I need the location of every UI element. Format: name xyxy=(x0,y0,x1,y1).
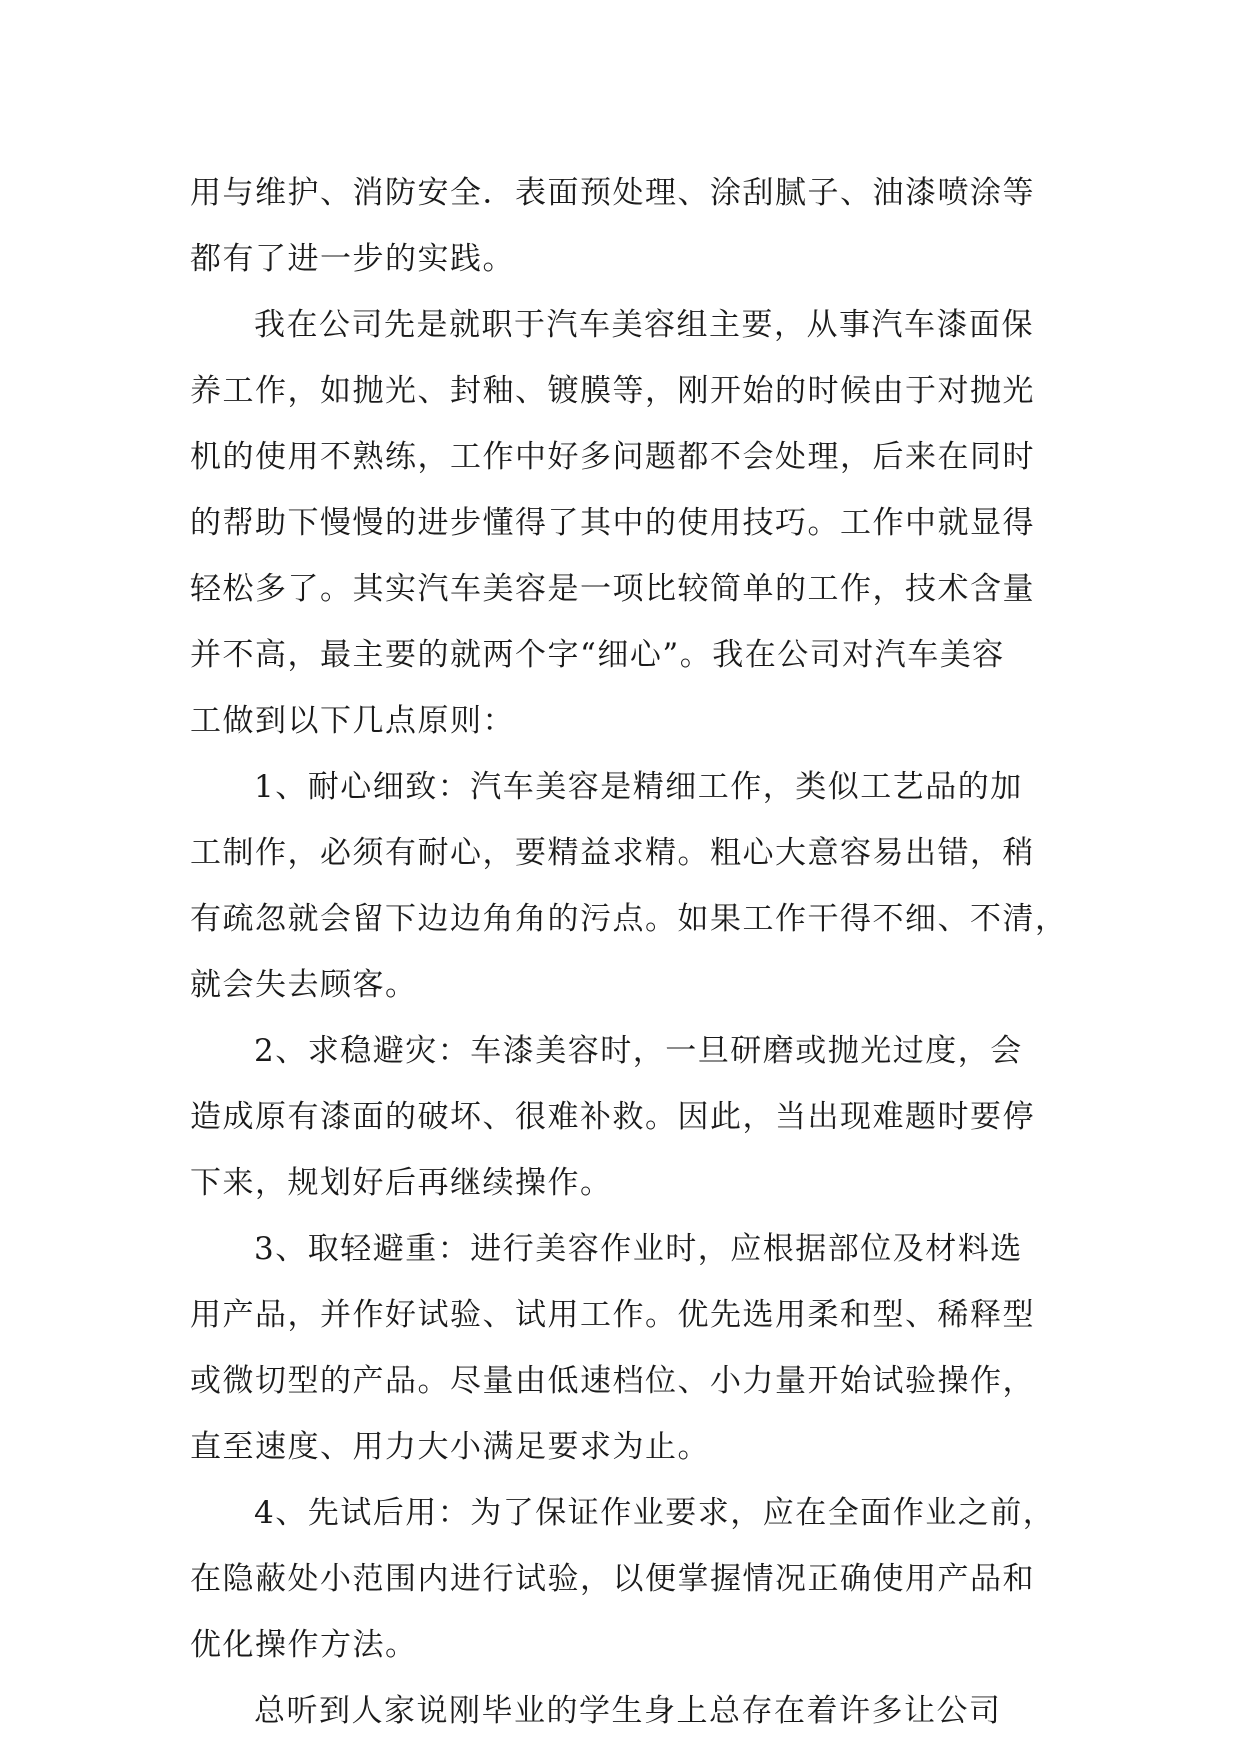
text-line: 总听到人家说刚毕业的学生身上总存在着许多让公司 xyxy=(254,1693,1002,1729)
text-line: 3、取轻避重：进行美容作业时，应根据部位及材料选 xyxy=(254,1231,1023,1267)
paragraph-7 xyxy=(190,1678,1060,1744)
text-line: 机的使用不熟练，工作中好多问题都不会处理，后来在同时 xyxy=(190,439,1035,475)
text-line: 工制作，必须有耐心，要精益求精。粗心大意容易出错，稍 xyxy=(190,835,1035,871)
text-line: 直至速度、用力大小满足要求为止。 xyxy=(190,1429,710,1465)
text-line: 2、求稳避灾：车漆美容时，一旦研磨或抛光过度，会 xyxy=(254,1033,1023,1069)
text-line: 有疏忽就会留下边边角角的污点。如果工作干得不细、不清， xyxy=(190,901,1068,937)
paragraph-5 xyxy=(190,1216,1060,1480)
text-line: 优化操作方法。 xyxy=(190,1627,418,1663)
text-line: 我在公司先是就职于汽车美容组主要，从事汽车漆面保 xyxy=(254,307,1034,343)
text-line: 1、耐心细致：汽车美容是精细工作，类似工艺品的加 xyxy=(254,769,1023,805)
text-line: 或微切型的产品。尽量由低速档位、小力量开始试验操作， xyxy=(190,1363,1035,1399)
text-line: 轻松多了。其实汽车美容是一项比较简单的工作，技术含量 xyxy=(190,571,1035,607)
text-line: 并不高，最主要的就两个字“细心”。我在公司对汽车美容 xyxy=(190,637,1005,673)
text-line: 养工作，如抛光、封釉、镀膜等，刚开始的时候由于对抛光 xyxy=(190,373,1035,409)
text-line: 用与维护、消防安全．表面预处理、涂刮腻子、油漆喷涂等 xyxy=(190,175,1035,211)
text-line: 就会失去顾客。 xyxy=(190,967,418,1003)
text-line: 造成原有漆面的破坏、很难补救。因此，当出现难题时要停 xyxy=(190,1099,1035,1135)
text-line: 工做到以下几点原则： xyxy=(190,703,515,739)
paragraph-2 xyxy=(190,292,1060,754)
paragraph-6 xyxy=(190,1480,1060,1678)
text-line: 都有了进一步的实践。 xyxy=(190,241,515,277)
text-line: 4、先试后用：为了保证作业要求，应在全面作业之前， xyxy=(254,1495,1056,1531)
document-body xyxy=(190,160,1068,1744)
paragraph-4 xyxy=(190,1018,1060,1216)
text-line: 的帮助下慢慢的进步懂得了其中的使用技巧。工作中就显得 xyxy=(190,505,1035,541)
paragraph-3 xyxy=(190,754,1068,1018)
text-line: 用产品，并作好试验、试用工作。优先选用柔和型、稀释型 xyxy=(190,1297,1035,1333)
text-line: 下来，规划好后再继续操作。 xyxy=(190,1165,613,1201)
text-line: 在隐蔽处小范围内进行试验，以便掌握情况正确使用产品和 xyxy=(190,1561,1035,1597)
paragraph-1 xyxy=(190,160,1060,292)
